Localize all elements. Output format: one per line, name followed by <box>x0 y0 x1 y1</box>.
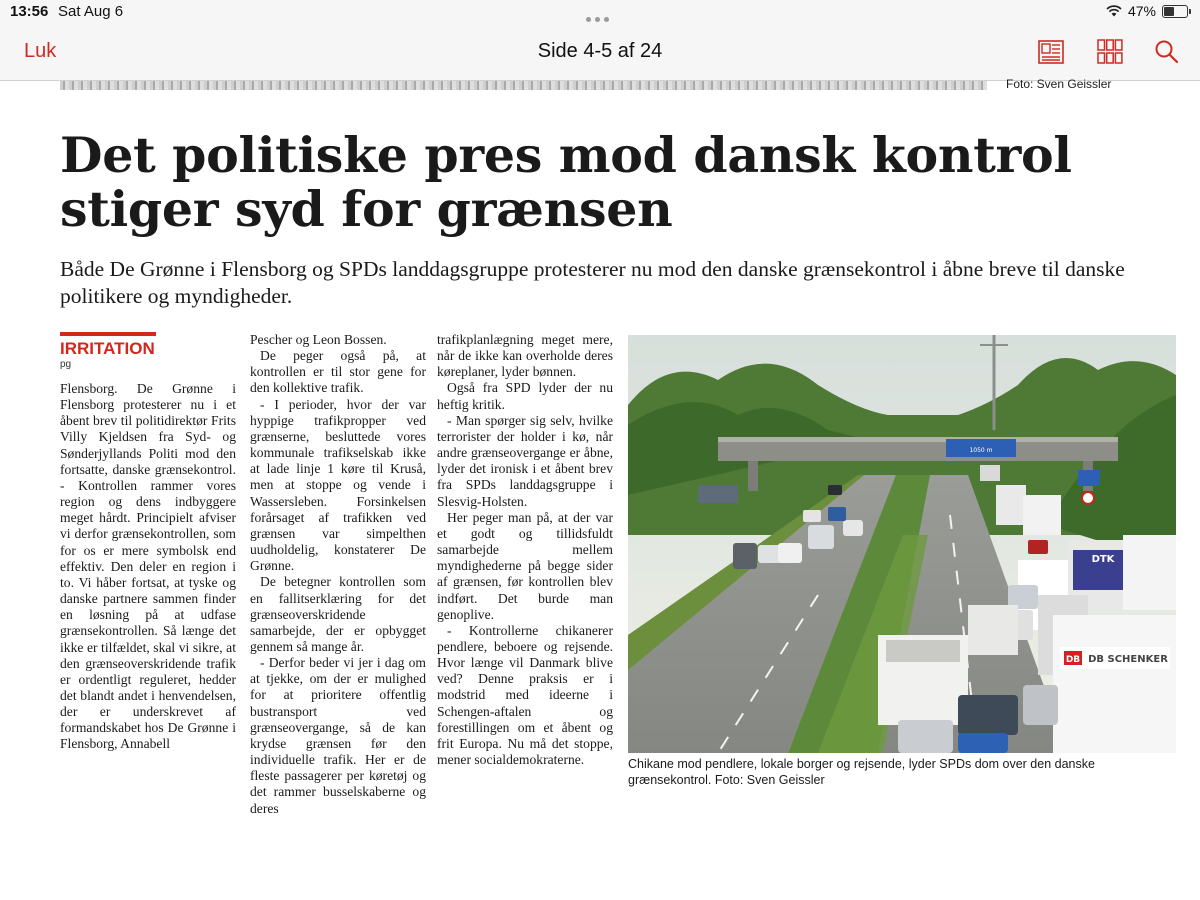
top-photo-credit: Foto: Sven Geissler <box>1006 77 1112 91</box>
article-headline <box>60 128 1160 236</box>
status-date: Sat Aug 6 <box>58 3 124 20</box>
column-3-paragraph: Også fra SPD lyder der nu heftig kritik. <box>437 380 613 412</box>
truck-logo-text: DTK <box>1091 554 1115 565</box>
truck-brand-text: DB SCHENKER <box>1088 654 1168 665</box>
column-2-paragraph: De peger også på, at kontrollen er til stor gene for den kollektive trafik. <box>250 348 426 396</box>
kicker-bar <box>60 332 156 336</box>
wifi-icon <box>1106 5 1122 17</box>
status-time: 13:56 <box>10 3 49 20</box>
search-icon[interactable] <box>1153 38 1181 66</box>
column-2-paragraph: Pescher og Leon Bossen. <box>250 332 387 347</box>
column-2-paragraph: - Derfor beder vi jer i dag om at tjekke, om der er mulighed for at prioritere offentlig bustransport ved grænseovergange, så de kan krydse grænsen før den individuelle trafik. Her er de fleste passagerer per køretøj og det rammer busselskaberne og deres <box>250 655 426 816</box>
article-column-3 <box>437 332 613 768</box>
overhead-sign-text: 1050 m <box>969 447 993 454</box>
article-column-1 <box>60 332 236 753</box>
photo-caption: Chikane mod pendlere, lokale borger og rejsende, lyder SPDs dom over den danske grænsekontrol. Foto: Sven Geissler <box>628 757 1095 787</box>
multitasking-dots-icon[interactable] <box>586 9 614 15</box>
svg-text:DB: DB <box>1065 655 1081 665</box>
reader-toolbar <box>0 24 1200 81</box>
article-kicker: IRRITATION <box>60 339 155 358</box>
column-3-paragraph: Her peger man på, at der var et godt og tillidsfuldt samarbejde mellem myndighederne på begge sider af grænsen, før kontrollen blev indført. Det burde man genoplive. <box>437 509 613 622</box>
previous-photo-edge <box>60 81 987 90</box>
traffic-jam-photo <box>628 335 1176 753</box>
column-3-paragraph: trafikplanlægning meget mere, når de ikke kan overholde deres køreplaner, lyder bønnen. <box>437 332 613 380</box>
status-indicators <box>1106 3 1188 19</box>
article-byline: pg <box>60 359 72 370</box>
column-2-paragraph: - I perioder, hvor der var hyppige trafikpropper ved grænserne, besluttede vores kommunale trafikselskab ikke at lade linje 1 køre til Kruså, men at stoppe og vende i Wassersleben. Forsinkelsen forårsaget af trafikken ved grænsen var simpelthen uudholdelig, konstaterer De Grønne. <box>250 396 426 574</box>
column-1-text: Flensborg. De Grønne i Flensborg protesterer nu i et åbent brev til politidirektør Frits Villy Kjeldsen fra Syd- og Sønderjyllands Politi mod den fortsatte, danske grænsekontrol. - Kontrollen rammer vores region og dens indbyggere meget hårdt. Principielt afviser vi derfor grænsekontrollen, som for os er mere symbolsk end effektiv. Den deler en region i to. Vi håber fortsat, at tyske og danske partnere sammen finder en løsning på at udfase grænsekontrollen. Så længe det ikke er tilfældet, skal vi sikre, at den grænseoverskridende trafik er ordentligt reguleret, hedder det blandt andet i henvendelsen, der er underskrevet af formandskabet hos De Grønne i Flensborg, Annabell <box>60 381 236 752</box>
column-3-paragraph: - Man spørger sig selv, hvilke terrorister der holder i kø, når andre grænseovergange er åbne, lyder det ironisk i et åbent brev fra SPDs landdagsgruppe i Slesvig-Holsten. <box>437 412 613 509</box>
battery-percentage: 47% <box>1127 3 1156 19</box>
headline-line-1: Det politiske pres mod dansk kontrol <box>60 126 1072 184</box>
page-layout-icon[interactable] <box>1037 38 1065 66</box>
article-subheading: Både De Grønne i Flensborg og SPDs landdagsgruppe protesterer nu mod den danske grænsekontrol i åbne breve til danske politikere og myndigheder. <box>60 257 1125 308</box>
battery-icon <box>1162 5 1188 18</box>
close-button[interactable]: Luk <box>24 40 57 62</box>
status-bar <box>0 0 1200 24</box>
grid-view-icon[interactable] <box>1096 38 1124 66</box>
article-column-2 <box>250 332 426 817</box>
page-indicator: Side 4-5 af 24 <box>537 40 663 62</box>
column-2-paragraph: De betegner kontrollen som en fallitserklæring for det grænseoverskridende samarbejde, der er opbygget gennem så mange år. <box>250 574 426 654</box>
headline-line-2: stiger syd for grænsen <box>60 180 673 238</box>
column-3-paragraph: - Kontrollerne chikanerer pendlere, beboere og rejsende. Hvor længe vil Danmark blive ved? Denne praksis er i modstrid med ideerne i Schengen-aftalen og forestillingen om et åbent og frit Europa. Nu må det stoppe, mener socialdemokraterne. <box>437 622 613 768</box>
